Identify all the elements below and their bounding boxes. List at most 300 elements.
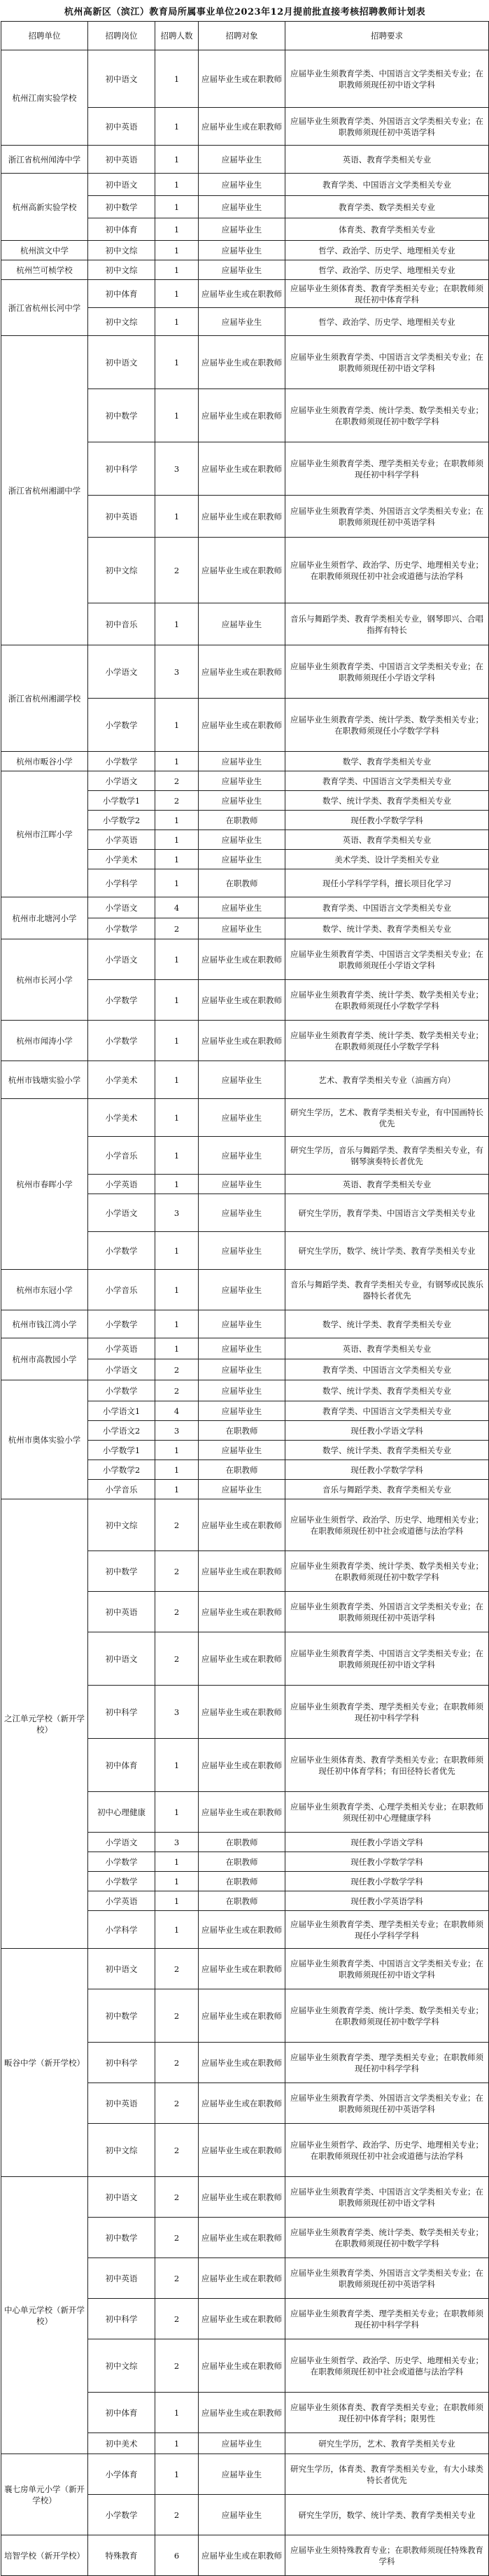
cell-position: 初中数学 — [88, 2218, 155, 2258]
cell-requirement: 教育学类、数学类相关专业 — [285, 196, 489, 218]
table-row — [1, 146, 489, 174]
cell-requirement: 应届毕业生须体育类、教育学类相关专业；在职教师须现任初中体育学科；有田径特长者优先 — [285, 1739, 489, 1792]
cell-count: 2 — [155, 2124, 199, 2177]
cell-requirement: 数学、统计学类、教育学类相关专业 — [285, 1441, 489, 1460]
cell-position: 小学英语 — [88, 1338, 155, 1359]
header-target: 招聘对象 — [199, 22, 285, 50]
cell-target: 应届毕业生 — [199, 1194, 285, 1232]
cell-requirement: 现任教小学数学学科 — [285, 1872, 489, 1891]
table-header-row — [1, 22, 489, 50]
cell-position: 初中文综 — [88, 241, 155, 260]
cell-position: 小学数学 — [88, 752, 155, 771]
cell-position: 小学语文 — [88, 939, 155, 980]
cell-count: 1 — [155, 1441, 199, 1460]
cell-unit: 杭州市东冠小学 — [1, 1270, 88, 1310]
cell-count: 1 — [155, 752, 199, 771]
cell-count: 1 — [155, 496, 199, 538]
cell-unit: 杭州市闻涛小学 — [1, 1021, 88, 1061]
cell-target: 应届毕业生或在职教师 — [199, 645, 285, 699]
cell-position: 小学语文 — [88, 1359, 155, 1380]
cell-requirement: 应届毕业生须教育学类、中国语言文学类相关专业；在职教师须现任初中语文学科 — [285, 1632, 489, 1686]
page-title: 杭州高新区（滨江）教育局所属事业单位2023年12月提前批直接考核招聘教师计划表 — [64, 6, 426, 18]
cell-target: 在职教师 — [199, 869, 285, 897]
cell-target: 应届毕业生 — [199, 771, 285, 791]
table-row — [1, 645, 489, 699]
cell-target: 应届毕业生 — [199, 850, 285, 869]
cell-target: 在职教师 — [199, 1872, 285, 1891]
cell-position: 小学数学 — [88, 1021, 155, 1061]
cell-count: 2 — [155, 791, 199, 811]
cell-requirement: 应届毕业生须教育学类、统计学类、数学类相关专业；在职教师须现任小学数学学科 — [285, 1021, 489, 1061]
cell-unit: 杭州市江晖小学 — [1, 771, 88, 897]
cell-unit: 浙江省杭州闻涛中学 — [1, 146, 88, 174]
cell-unit: 之江单元学校（新开学校） — [1, 1499, 88, 1949]
cell-position: 初中科学 — [88, 2299, 155, 2339]
cell-count: 1 — [155, 699, 199, 752]
cell-count: 1 — [155, 980, 199, 1021]
cell-position: 小学数学 — [88, 980, 155, 1021]
cell-target: 应届毕业生或在职教师 — [199, 1499, 285, 1551]
cell-count: 2 — [155, 1359, 199, 1380]
table-row — [1, 1949, 489, 1989]
cell-count: 2 — [155, 771, 199, 791]
cell-target: 应届毕业生或在职教师 — [199, 336, 285, 389]
cell-count: 1 — [155, 174, 199, 196]
cell-requirement: 应届毕业生须教育学类、中国语言文学类相关专业；在职教师须现任初中语文学科 — [285, 50, 489, 108]
table-row — [1, 1270, 489, 1310]
cell-position: 初中体育 — [88, 1739, 155, 1792]
cell-requirement: 应届毕业生须教育学类、理学类相关专业；在职教师须现任初中科学学科 — [285, 2299, 489, 2339]
table-row — [1, 1099, 489, 1137]
cell-position: 初中语文 — [88, 50, 155, 108]
table-row — [1, 897, 489, 918]
cell-requirement: 应届毕业生须教育学类、统计学类、数学类相关专业；在职教师须现任小学数学学科 — [285, 699, 489, 752]
cell-count: 2 — [155, 1592, 199, 1632]
cell-requirement: 哲学、政治学、历史学、地理相关专业 — [285, 308, 489, 336]
cell-target: 应届毕业生 — [199, 218, 285, 241]
table-body — [1, 50, 489, 2576]
cell-requirement: 研究生学历，教育学类、中国语言文学类相关专业 — [285, 1194, 489, 1232]
table-row — [1, 174, 489, 196]
cell-position: 小学数学 — [88, 699, 155, 752]
cell-position: 初中英语 — [88, 108, 155, 146]
cell-target: 应届毕业生 — [199, 1099, 285, 1137]
cell-requirement: 应届毕业生须特殊教育专业；在职教师须现任特殊教育学科 — [285, 2535, 489, 2576]
cell-unit: 中心单元学校（新开学校） — [1, 2177, 88, 2454]
cell-target: 应届毕业生 — [199, 2454, 285, 2495]
cell-count: 1 — [155, 830, 199, 850]
cell-target: 应届毕业生 — [199, 174, 285, 196]
cell-count: 1 — [155, 811, 199, 830]
cell-target: 应届毕业生或在职教师 — [199, 2083, 285, 2124]
table-row — [1, 336, 489, 389]
cell-position: 初中数学 — [88, 1551, 155, 1592]
cell-count: 1 — [155, 389, 199, 442]
cell-requirement: 现任教小学语文学科 — [285, 1421, 489, 1441]
cell-requirement: 教育学类、中国语言文学类相关专业 — [285, 897, 489, 918]
cell-requirement: 应届毕业生须教育学类、中国语言文学类相关专业；在职教师须现任初中语文学科 — [285, 2177, 489, 2218]
cell-target: 应届毕业生 — [199, 1359, 285, 1380]
cell-target: 应届毕业生或在职教师 — [199, 1792, 285, 1833]
cell-position: 小学美术 — [88, 1099, 155, 1137]
cell-count: 1 — [155, 1460, 199, 1480]
cell-requirement: 研究生学历，数学、统计学类、教育学类相关专业 — [285, 1232, 489, 1270]
cell-position: 初中数学 — [88, 389, 155, 442]
cell-unit: 杭州市高教园小学 — [1, 1338, 88, 1380]
cell-position: 小学数学 — [88, 2495, 155, 2535]
cell-unit: 培智学校（新开学校） — [1, 2535, 88, 2576]
cell-requirement: 应届毕业生须教育学类、理学类相关专业；在职教师须现任初中科学学科 — [285, 1686, 489, 1739]
cell-target: 应届毕业生 — [199, 241, 285, 260]
cell-unit: 杭州高新实验学校 — [1, 174, 88, 241]
cell-target: 应届毕业生或在职教师 — [199, 50, 285, 108]
cell-count: 1 — [155, 260, 199, 280]
header-unit: 招聘单位 — [1, 22, 88, 50]
cell-count: 1 — [155, 1232, 199, 1270]
cell-position: 初中英语 — [88, 2083, 155, 2124]
cell-target: 应届毕业生 — [199, 308, 285, 336]
cell-position: 小学数学 — [88, 1852, 155, 1872]
cell-requirement: 应届毕业生须教育学类、统计学类、数学类相关专业；在职教师须现任初中数学学科 — [285, 2218, 489, 2258]
cell-count: 2 — [155, 1380, 199, 1401]
table-row — [1, 1499, 489, 1551]
cell-count: 1 — [155, 1852, 199, 1872]
cell-unit: 杭州市春晖小学 — [1, 1099, 88, 1270]
cell-position: 初中文综 — [88, 538, 155, 603]
cell-target: 应届毕业生或在职教师 — [199, 699, 285, 752]
cell-position: 小学音乐 — [88, 1137, 155, 1175]
cell-target: 应届毕业生或在职教师 — [199, 496, 285, 538]
cell-count: 3 — [155, 1833, 199, 1852]
cell-requirement: 研究生学历，艺术、教育学类相关专业 — [285, 2433, 489, 2454]
cell-count: 2 — [155, 538, 199, 603]
table-row — [1, 752, 489, 771]
cell-count: 2 — [155, 2299, 199, 2339]
cell-target: 在职教师 — [199, 811, 285, 830]
cell-requirement: 研究生学历，艺术、教育学类相关专业，有中国画特长优先 — [285, 1099, 489, 1137]
cell-position: 初中英语 — [88, 146, 155, 174]
cell-requirement: 应届毕业生须教育学类、中国语言文学类相关专业；在职教师须现任小学语文学科 — [285, 939, 489, 980]
cell-target: 应届毕业生或在职教师 — [199, 2124, 285, 2177]
cell-target: 应届毕业生或在职教师 — [199, 2043, 285, 2083]
cell-position: 初中文综 — [88, 1499, 155, 1551]
cell-position: 初中心理健康 — [88, 1792, 155, 1833]
cell-unit: 襄七房单元小学（新开学校） — [1, 2454, 88, 2535]
cell-target: 应届毕业生 — [199, 1380, 285, 1401]
cell-position: 初中科学 — [88, 2043, 155, 2083]
cell-requirement: 英语、教育学类相关专业 — [285, 830, 489, 850]
table-row — [1, 50, 489, 108]
cell-target: 应届毕业生 — [199, 1175, 285, 1194]
cell-position: 初中语文 — [88, 2177, 155, 2218]
cell-position: 特殊教育 — [88, 2535, 155, 2576]
cell-count: 4 — [155, 1401, 199, 1421]
cell-requirement: 研究生学历，数学、统计学类、教育学类相关专业 — [285, 2495, 489, 2535]
cell-target: 应届毕业生 — [199, 1137, 285, 1175]
table-row — [1, 2177, 489, 2218]
cell-target: 应届毕业生或在职教师 — [199, 1021, 285, 1061]
cell-requirement: 应届毕业生须哲学、政治学、历史学、地理相关专业；在职教师须现任初中社会或道德与法治学科 — [285, 2339, 489, 2393]
cell-count: 1 — [155, 1061, 199, 1099]
cell-count: 1 — [155, 1911, 199, 1949]
cell-count: 1 — [155, 603, 199, 645]
cell-count: 1 — [155, 241, 199, 260]
table-row — [1, 260, 489, 280]
cell-position: 小学美术 — [88, 850, 155, 869]
cell-requirement: 现任教小学语文学科 — [285, 1833, 489, 1852]
table-row — [1, 241, 489, 260]
cell-position: 初中文综 — [88, 260, 155, 280]
cell-target: 应届毕业生或在职教师 — [199, 1592, 285, 1632]
cell-position: 初中语文 — [88, 174, 155, 196]
cell-requirement: 应届毕业生须哲学、政治学、历史学、地理相关专业；在职教师须现任初中社会或道德与法治学科 — [285, 538, 489, 603]
cell-position: 小学语文2 — [88, 1421, 155, 1441]
cell-position: 初中数学 — [88, 196, 155, 218]
cell-count: 1 — [155, 280, 199, 308]
cell-requirement: 应届毕业生须教育学类、外国语言文学类相关专业；在职教师须现任初中英语学科 — [285, 496, 489, 538]
cell-requirement: 应届毕业生须教育学类、理学类相关专业；在职教师须现任初中科学学科 — [285, 442, 489, 496]
cell-count: 2 — [155, 2258, 199, 2299]
cell-target: 应届毕业生 — [199, 146, 285, 174]
cell-requirement: 应届毕业生须哲学、政治学、历史学、地理相关专业；在职教师须现任初中社会或道德与法治学科 — [285, 2124, 489, 2177]
cell-count: 2 — [155, 2083, 199, 2124]
cell-target: 应届毕业生 — [199, 830, 285, 850]
cell-target: 应届毕业生 — [199, 2495, 285, 2535]
cell-count: 1 — [155, 2393, 199, 2433]
cell-position: 初中科学 — [88, 1686, 155, 1739]
table-row — [1, 2454, 489, 2495]
cell-position: 小学数学 — [88, 1872, 155, 1891]
cell-requirement: 应届毕业生须教育学类、统计学类、数学类相关专业；在职教师须现任初中数学学科 — [285, 389, 489, 442]
cell-position: 初中语文 — [88, 1632, 155, 1686]
cell-position: 初中音乐 — [88, 603, 155, 645]
table-row — [1, 1021, 489, 1061]
cell-position: 小学语文 — [88, 771, 155, 791]
cell-position: 小学数学 — [88, 1380, 155, 1401]
cell-count: 3 — [155, 442, 199, 496]
table-row — [1, 939, 489, 980]
header-requirement: 招聘要求 — [285, 22, 489, 50]
cell-unit: 浙江省杭州湘湖中学 — [1, 336, 88, 645]
cell-position: 初中数学 — [88, 1989, 155, 2043]
cell-target: 应届毕业生或在职教师 — [199, 1989, 285, 2043]
cell-unit: 杭州市北塘河小学 — [1, 897, 88, 939]
cell-count: 3 — [155, 645, 199, 699]
cell-position: 小学数学2 — [88, 1460, 155, 1480]
cell-target: 应届毕业生 — [199, 196, 285, 218]
cell-requirement: 教育学类、中国语言文学类相关专业 — [285, 771, 489, 791]
cell-target: 应届毕业生或在职教师 — [199, 2177, 285, 2218]
cell-unit: 杭州竺可桢学校 — [1, 260, 88, 280]
table-row — [1, 2535, 489, 2576]
cell-count: 2 — [155, 1949, 199, 1989]
cell-requirement: 应届毕业生须教育学类、理学类相关专业；在职教师须现任小学科学学科 — [285, 1911, 489, 1949]
cell-position: 小学数学2 — [88, 811, 155, 830]
table-row — [1, 280, 489, 308]
cell-count: 1 — [155, 1891, 199, 1911]
cell-target: 应届毕业生或在职教师 — [199, 2258, 285, 2299]
cell-target: 应届毕业生或在职教师 — [199, 1739, 285, 1792]
cell-target: 应届毕业生 — [199, 1310, 285, 1338]
cell-target: 应届毕业生或在职教师 — [199, 280, 285, 308]
cell-position: 小学语文 — [88, 645, 155, 699]
cell-count: 1 — [155, 1872, 199, 1891]
cell-target: 应届毕业生或在职教师 — [199, 108, 285, 146]
cell-target: 在职教师 — [199, 1833, 285, 1852]
cell-requirement: 应届毕业生须教育学类、统计学类、数学类相关专业；在职教师须现任初中数学学科 — [285, 1551, 489, 1592]
cell-requirement: 数学、统计学类、教育学类相关专业 — [285, 1380, 489, 1401]
cell-requirement: 数学、教育学类相关专业 — [285, 752, 489, 771]
cell-position: 小学英语 — [88, 1175, 155, 1194]
cell-requirement: 应届毕业生须教育学类、中国语言文学类相关专业；在职教师须现任初中语文学科 — [285, 336, 489, 389]
cell-count: 6 — [155, 2535, 199, 2576]
cell-position: 小学音乐 — [88, 1270, 155, 1310]
cell-count: 1 — [155, 2433, 199, 2454]
cell-requirement: 应届毕业生须教育学类、中国语言文学类相关专业；在职教师须现任小学语文学科 — [285, 645, 489, 699]
cell-target: 应届毕业生或在职教师 — [199, 442, 285, 496]
cell-requirement: 现任教小学数学学科 — [285, 1852, 489, 1872]
cell-requirement: 应届毕业生须哲学、政治学、历史学、地理相关专业；在职教师须现任初中社会或道德与法治学科 — [285, 1499, 489, 1551]
cell-unit: 杭州市钱塘实验小学 — [1, 1061, 88, 1099]
cell-count: 2 — [155, 1989, 199, 2043]
cell-count: 1 — [155, 1792, 199, 1833]
cell-position: 小学科学 — [88, 869, 155, 897]
table-row — [1, 1061, 489, 1099]
cell-requirement: 哲学、政治学、历史学、地理相关专业 — [285, 241, 489, 260]
cell-position: 小学美术 — [88, 1061, 155, 1099]
table-row — [1, 1338, 489, 1359]
cell-requirement: 现任教小学数学学科 — [285, 1460, 489, 1480]
cell-position: 小学数学1 — [88, 1441, 155, 1460]
cell-count: 2 — [155, 2218, 199, 2258]
cell-requirement: 应届毕业生须教育学类、外国语言文学类相关专业；在职教师须现任初中英语学科 — [285, 108, 489, 146]
cell-count: 2 — [155, 918, 199, 939]
cell-requirement: 应届毕业生须教育学类、统计学类、数学类相关专业；在职教师须现任初中数学学科 — [285, 1989, 489, 2043]
cell-position: 小学英语 — [88, 1891, 155, 1911]
cell-position: 小学体育 — [88, 2454, 155, 2495]
table-row — [1, 771, 489, 791]
cell-requirement: 美术学类、设计学类相关专业 — [285, 850, 489, 869]
header-count: 招聘人数 — [155, 22, 199, 50]
cell-count: 2 — [155, 2339, 199, 2393]
cell-target: 应届毕业生或在职教师 — [199, 1551, 285, 1592]
cell-requirement: 哲学、政治学、历史学、地理相关专业 — [285, 260, 489, 280]
cell-requirement: 英语、教育学类相关专业 — [285, 146, 489, 174]
cell-count: 1 — [155, 1310, 199, 1338]
cell-target: 应届毕业生或在职教师 — [199, 538, 285, 603]
cell-position: 小学英语 — [88, 830, 155, 850]
cell-position: 初中文综 — [88, 2124, 155, 2177]
cell-target: 应届毕业生 — [199, 1401, 285, 1421]
cell-position: 小学数学1 — [88, 791, 155, 811]
cell-count: 4 — [155, 897, 199, 918]
cell-count: 2 — [155, 1551, 199, 1592]
cell-unit: 杭州滨文中学 — [1, 241, 88, 260]
cell-unit: 畈谷中学（新开学校） — [1, 1949, 88, 2177]
cell-position: 小学数学 — [88, 918, 155, 939]
cell-requirement: 应届毕业生须教育学类、心理学类相关专业；在职教师须现任初中心理健康学科 — [285, 1792, 489, 1833]
cell-requirement: 英语、教育学类相关专业 — [285, 1338, 489, 1359]
cell-count: 1 — [155, 146, 199, 174]
cell-position: 初中美术 — [88, 2433, 155, 2454]
cell-requirement: 艺术、教育学类相关专业（油画方向） — [285, 1061, 489, 1099]
cell-position: 小学语文1 — [88, 1401, 155, 1421]
cell-unit: 浙江省杭州长河中学 — [1, 280, 88, 336]
cell-target: 在职教师 — [199, 1852, 285, 1872]
cell-requirement: 数学、统计学类、教育学类相关专业 — [285, 791, 489, 811]
cell-requirement: 研究生学历，音乐与舞蹈学类、教育学类相关专业，有钢琴演奏特长者优先 — [285, 1137, 489, 1175]
cell-unit: 杭州市长河小学 — [1, 939, 88, 1021]
cell-target: 应届毕业生或在职教师 — [199, 2218, 285, 2258]
cell-target: 应届毕业生 — [199, 1232, 285, 1270]
cell-unit: 浙江省杭州湘湖学校 — [1, 645, 88, 752]
cell-target: 应届毕业生 — [199, 2433, 285, 2454]
cell-count: 2 — [155, 2177, 199, 2218]
cell-requirement: 音乐与舞蹈学类、教育学类相关专业，钢琴即兴、合唱指挥有特长 — [285, 603, 489, 645]
cell-target: 应届毕业生或在职教师 — [199, 939, 285, 980]
cell-count: 1 — [155, 1270, 199, 1310]
cell-requirement: 研究生学历，体育类、教育学类相关专业，有大小球类特长者优先 — [285, 2454, 489, 2495]
header-position: 招聘岗位 — [88, 22, 155, 50]
cell-count: 1 — [155, 939, 199, 980]
cell-target: 应届毕业生或在职教师 — [199, 389, 285, 442]
cell-position: 初中科学 — [88, 442, 155, 496]
cell-count: 1 — [155, 196, 199, 218]
cell-requirement: 教育学类、中国语言文学类相关专业 — [285, 1401, 489, 1421]
cell-target: 应届毕业生 — [199, 1441, 285, 1460]
cell-count: 1 — [155, 850, 199, 869]
cell-target: 在职教师 — [199, 1460, 285, 1480]
cell-position: 小学科学 — [88, 1911, 155, 1949]
cell-target: 在职教师 — [199, 1891, 285, 1911]
cell-position: 小学数学 — [88, 1232, 155, 1270]
cell-count: 1 — [155, 108, 199, 146]
cell-position: 初中体育 — [88, 2393, 155, 2433]
cell-requirement: 体育类、教育学类相关专业 — [285, 218, 489, 241]
cell-requirement: 教育学类、中国语言文学类相关专业 — [285, 174, 489, 196]
cell-count: 1 — [155, 1021, 199, 1061]
cell-count: 3 — [155, 1194, 199, 1232]
cell-target: 应届毕业生或在职教师 — [199, 2299, 285, 2339]
cell-unit: 杭州市畈谷小学 — [1, 752, 88, 771]
cell-target: 应届毕业生 — [199, 260, 285, 280]
cell-position: 初中英语 — [88, 496, 155, 538]
cell-target: 应届毕业生或在职教师 — [199, 980, 285, 1021]
cell-count: 1 — [155, 1739, 199, 1792]
cell-target: 应届毕业生 — [199, 603, 285, 645]
cell-requirement: 应届毕业生须教育学类、理学类相关专业；在职教师须现任初中科学学科 — [285, 2043, 489, 2083]
cell-position: 小学语文 — [88, 1833, 155, 1852]
cell-count: 1 — [155, 308, 199, 336]
cell-requirement: 英语、教育学类相关专业 — [285, 1175, 489, 1194]
cell-target: 应届毕业生或在职教师 — [199, 1949, 285, 1989]
cell-unit: 杭州市奥体实验小学 — [1, 1380, 88, 1499]
cell-count: 2 — [155, 1499, 199, 1551]
cell-count: 3 — [155, 1686, 199, 1739]
cell-requirement: 应届毕业生须体育类、教育学类相关专业；在职教师须现任初中体育学科；限男性 — [285, 2393, 489, 2433]
cell-requirement: 音乐与舞蹈学类、教育学类相关专业 — [285, 1480, 489, 1499]
cell-count: 1 — [155, 336, 199, 389]
cell-target: 应届毕业生 — [199, 918, 285, 939]
cell-target: 应届毕业生 — [199, 1061, 285, 1099]
cell-requirement: 应届毕业生须教育学类、外国语言文学类相关专业；在职教师须现任初中英语学科 — [285, 2258, 489, 2299]
cell-target: 应届毕业生 — [199, 752, 285, 771]
cell-count: 1 — [155, 218, 199, 241]
cell-target: 应届毕业生或在职教师 — [199, 2339, 285, 2393]
cell-requirement: 现任教小学英语学科 — [285, 1891, 489, 1911]
cell-target: 应届毕业生或在职教师 — [199, 2393, 285, 2433]
cell-position: 初中英语 — [88, 2258, 155, 2299]
